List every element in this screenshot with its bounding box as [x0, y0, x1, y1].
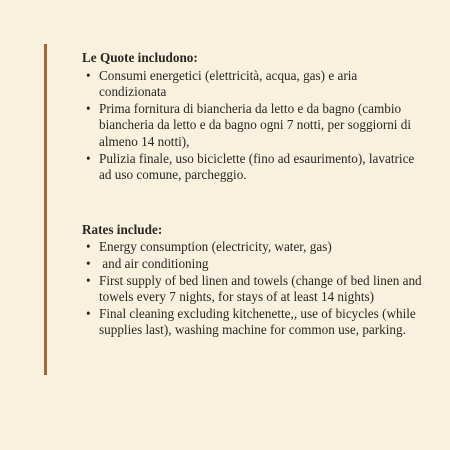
- list-item-text: Consumi energetici (elettricità, acqua, gas) e aria condizionata: [99, 67, 358, 100]
- english-section: [82, 222, 426, 339]
- bullet-icon: •: [86, 255, 91, 271]
- list-item-text: Final cleaning excluding kitchenette,, use of bicycles (while supplies last), washing machine for common use, parking.: [99, 305, 416, 338]
- bullet-icon: •: [86, 67, 91, 83]
- italian-title: Le Quote includono:: [82, 50, 198, 65]
- rates-content: [82, 50, 432, 339]
- accent-bar: [44, 44, 47, 375]
- list-item-text: First supply of bed linen and towels (change of bed linen and towels every 7 nights, for stays of at least 14 nights): [99, 272, 422, 305]
- bullet-icon: •: [86, 239, 91, 255]
- list-item: [82, 256, 426, 273]
- italian-list: [82, 68, 418, 184]
- list-item: [82, 151, 418, 184]
- list-item: [82, 239, 426, 256]
- list-item-text: and air conditioning: [99, 255, 209, 271]
- list-item: [82, 68, 418, 101]
- list-item: [82, 273, 426, 306]
- list-item: [82, 306, 426, 339]
- bullet-icon: •: [86, 272, 91, 288]
- english-list: [82, 239, 426, 339]
- bullet-icon: •: [86, 100, 91, 116]
- italian-section: [82, 50, 418, 184]
- list-item-text: Prima fornitura di biancheria da letto e da bagno (cambio biancheria da letto e da bagno ogni 7 notti, per soggiorni di almeno 14 notti),: [99, 100, 412, 149]
- english-title: Rates include:: [82, 221, 163, 237]
- list-item: [82, 101, 418, 151]
- bullet-icon: •: [86, 305, 91, 321]
- list-item-text: Pulizia finale, uso biciclette (fino ad esaurimento), lavatrice ad uso comune, parcheggio.: [99, 150, 415, 183]
- bullet-icon: •: [86, 150, 91, 166]
- list-item-text: Energy consumption (electricity, water, gas): [99, 239, 332, 255]
